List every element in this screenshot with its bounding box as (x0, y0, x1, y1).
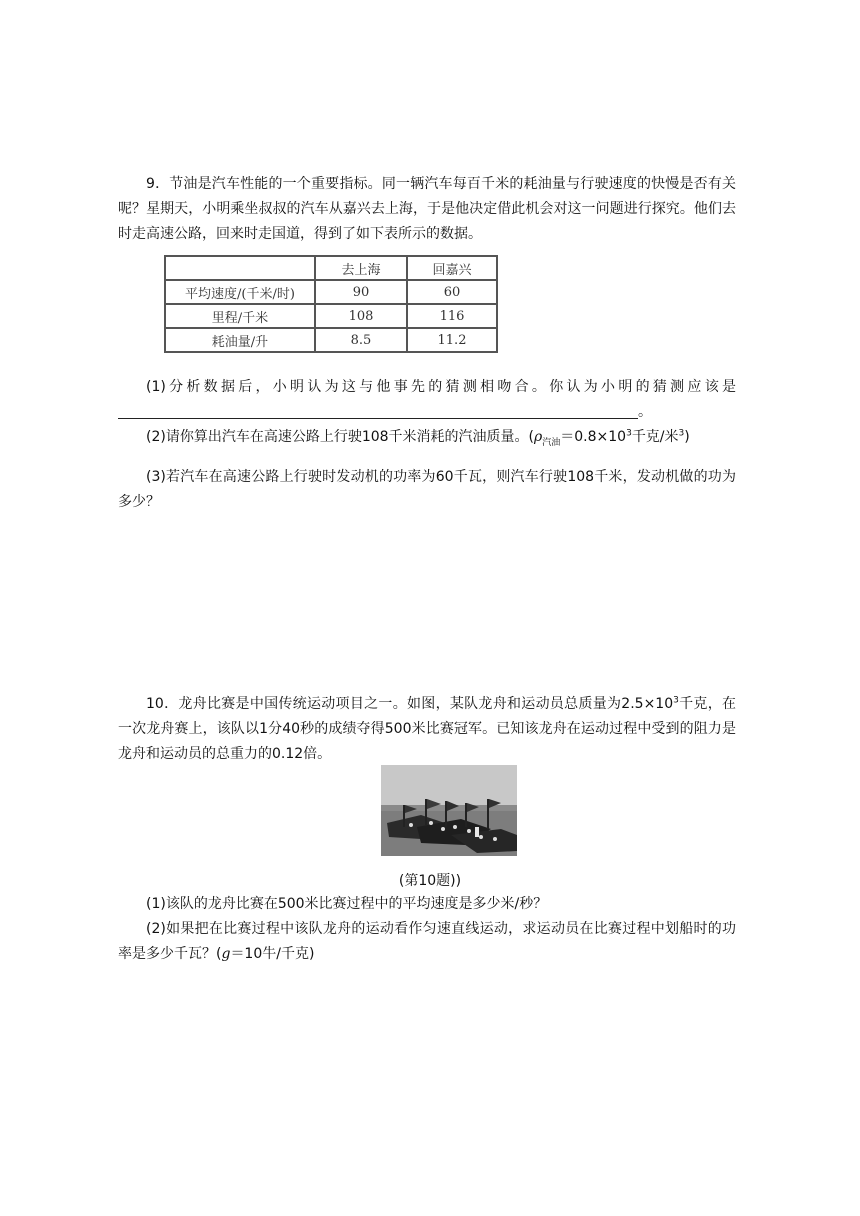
q10-intro (118, 692, 736, 767)
q9-part1 (118, 375, 736, 425)
q10-intro-text: 10．龙舟比赛是中国传统运动项目之一。如图，某队龙舟和运动员总质量为2.5×10 (146, 696, 674, 712)
table-cell: 90 (315, 280, 407, 304)
table-cell: 60 (407, 280, 497, 304)
q9-part2-text: (2)请你算出汽车在高速公路上行驶108千米消耗的汽油质量。( (146, 429, 535, 445)
table-header-row (165, 256, 497, 280)
q9-part2-value: ＝0.8×10 (560, 429, 627, 445)
q9-part1-end: 。 (638, 404, 652, 420)
q9-part2-close: ) (684, 429, 690, 445)
table-row (165, 280, 497, 304)
q9-part3: (3)若汽车在高速公路上行驶时发动机的功率为60千瓦，则汽车行驶108千米，发动机做的功为多少？ (118, 469, 736, 510)
exponent: 3 (678, 428, 685, 439)
table-cell: 116 (407, 304, 497, 328)
g-symbol: g (221, 946, 231, 962)
q10-part1: (1)该队的龙舟比赛在500米比赛过程中的平均速度是多少米/秒？ (146, 896, 548, 912)
table-cell: 平均速度/(千米/时) (165, 280, 315, 304)
q9-part2 (118, 425, 736, 450)
table-cell: 8.5 (315, 328, 407, 352)
rho-subscript: 汽油 (542, 437, 561, 448)
table-cell: 11.2 (407, 328, 497, 352)
dragon-boat-photo (381, 765, 517, 856)
q10-part2 (118, 917, 736, 967)
table-cell: 耗油量/升 (165, 328, 315, 352)
table-header-empty (165, 256, 315, 280)
table-row (165, 304, 497, 328)
table-header-to-shanghai: 去上海 (315, 256, 407, 280)
table-row (165, 328, 497, 352)
q9-part1-text: (1)分析数据后，小明认为这与他事先的猜测相吻合。你认为小明的猜测应该是 (146, 379, 736, 395)
q9-part2-unit: 千克/米 (631, 429, 679, 445)
exponent: 3 (673, 695, 679, 706)
exponent: 3 (626, 428, 632, 439)
q10-part2-text: (2)如果把在比赛过程中该队龙舟的运动看作匀速直线运动，求运动员在比赛过程中划船时的功率是多少千瓦？( (118, 921, 736, 962)
q10-intro-rest: 千克，在一次龙舟赛上，该队以1分40秒的成绩夺得500米比赛冠军。已知该龙舟在运动过程中受到的阻力是龙舟和运动员的总重力的0.12倍。 (118, 696, 737, 762)
q9-data-table (164, 255, 498, 353)
table-cell: 里程/千米 (165, 304, 315, 328)
table-cell: 108 (315, 304, 407, 328)
q10-part2-rest: ＝10牛/千克) (230, 946, 315, 962)
answer-blank (118, 402, 638, 419)
rho-symbol: ρ (534, 429, 543, 445)
q9-intro: 9．节油是汽车性能的一个重要指标。同一辆汽车每百千米的耗油量与行驶速度的快慢是否有关呢？星期天，小明乘坐叔叔的汽车从嘉兴去上海，于是他决定借此机会对这一问题进行探究。他们去时走高速公路，回来时走国道，得到了如下表所示的数据。 (118, 176, 736, 242)
figure-caption: (第10题)) (398, 873, 462, 889)
table-header-back-jiaxing: 回嘉兴 (407, 256, 497, 280)
